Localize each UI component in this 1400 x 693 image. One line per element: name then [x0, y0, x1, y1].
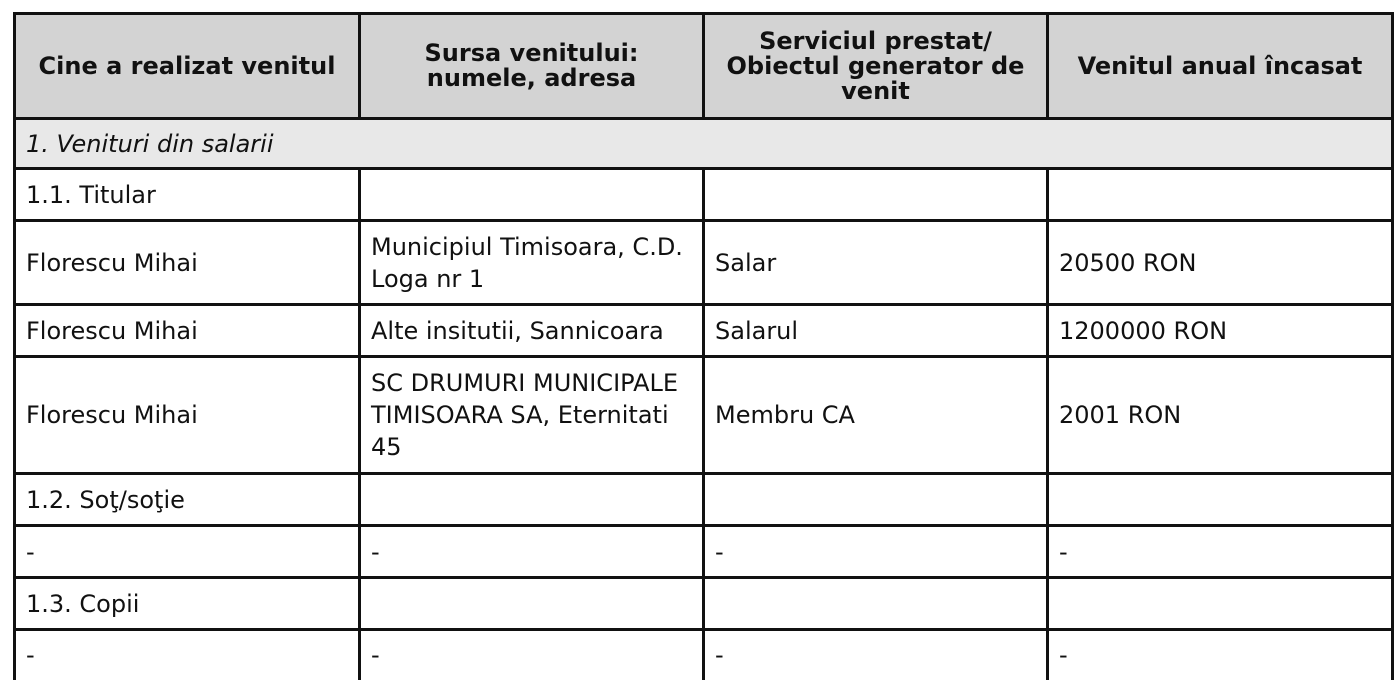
cell-who: 1.3. Copii: [15, 578, 360, 630]
table-row: [15, 630, 1393, 680]
cell-income: [1048, 578, 1393, 630]
cell-source: Alte insitutii, Sannicoara: [360, 305, 704, 357]
cell-source: [360, 578, 704, 630]
cell-source: [360, 474, 704, 526]
cell-service: Salarul: [704, 305, 1048, 357]
header-income-source: Sursa venitului: numele, adresa: [360, 14, 704, 119]
header-who-earned: Cine a realizat venitul: [15, 14, 360, 119]
cell-service: Membru CA: [704, 357, 1048, 474]
table-row: [15, 474, 1393, 526]
table-body: [15, 119, 1393, 680]
header-row: [15, 14, 1393, 119]
cell-who: -: [15, 526, 360, 578]
table-row: [15, 578, 1393, 630]
income-table: [13, 12, 1394, 680]
cell-source: Municipiul Timisoara, C.D. Loga nr 1: [360, 221, 704, 305]
cell-who: 1.2. Soţ/soţie: [15, 474, 360, 526]
cell-income: 2001 RON: [1048, 357, 1393, 474]
table-row: [15, 169, 1393, 221]
cell-service: [704, 169, 1048, 221]
cell-who: -: [15, 630, 360, 680]
cell-source: -: [360, 526, 704, 578]
cell-service: -: [704, 526, 1048, 578]
table-row: [15, 305, 1393, 357]
cell-service: [704, 578, 1048, 630]
section-row: [15, 119, 1393, 169]
table-row: [15, 357, 1393, 474]
cell-who: 1.1. Titular: [15, 169, 360, 221]
cell-income: -: [1048, 630, 1393, 680]
cell-income: [1048, 169, 1393, 221]
cell-who: Florescu Mihai: [15, 221, 360, 305]
cell-income: -: [1048, 526, 1393, 578]
cell-source: [360, 169, 704, 221]
cell-who: Florescu Mihai: [15, 357, 360, 474]
cell-service: -: [704, 630, 1048, 680]
cell-income: 20500 RON: [1048, 221, 1393, 305]
cell-income: [1048, 474, 1393, 526]
cell-who: Florescu Mihai: [15, 305, 360, 357]
table-row: [15, 221, 1393, 305]
header-service-provided: Serviciul prestat/ Obiectul generator de venit: [704, 14, 1048, 119]
cell-source: -: [360, 630, 704, 680]
cell-service: Salar: [704, 221, 1048, 305]
section-title: 1. Venituri din salarii: [15, 119, 1393, 169]
table-header: [15, 14, 1393, 119]
cell-service: [704, 474, 1048, 526]
cell-income: 1200000 RON: [1048, 305, 1393, 357]
income-table-container: [13, 12, 1391, 680]
header-annual-income: Venitul anual încasat: [1048, 14, 1393, 119]
table-row: [15, 526, 1393, 578]
cell-source: SC DRUMURI MUNICIPALE TIMISOARA SA, Eternitati 45: [360, 357, 704, 474]
